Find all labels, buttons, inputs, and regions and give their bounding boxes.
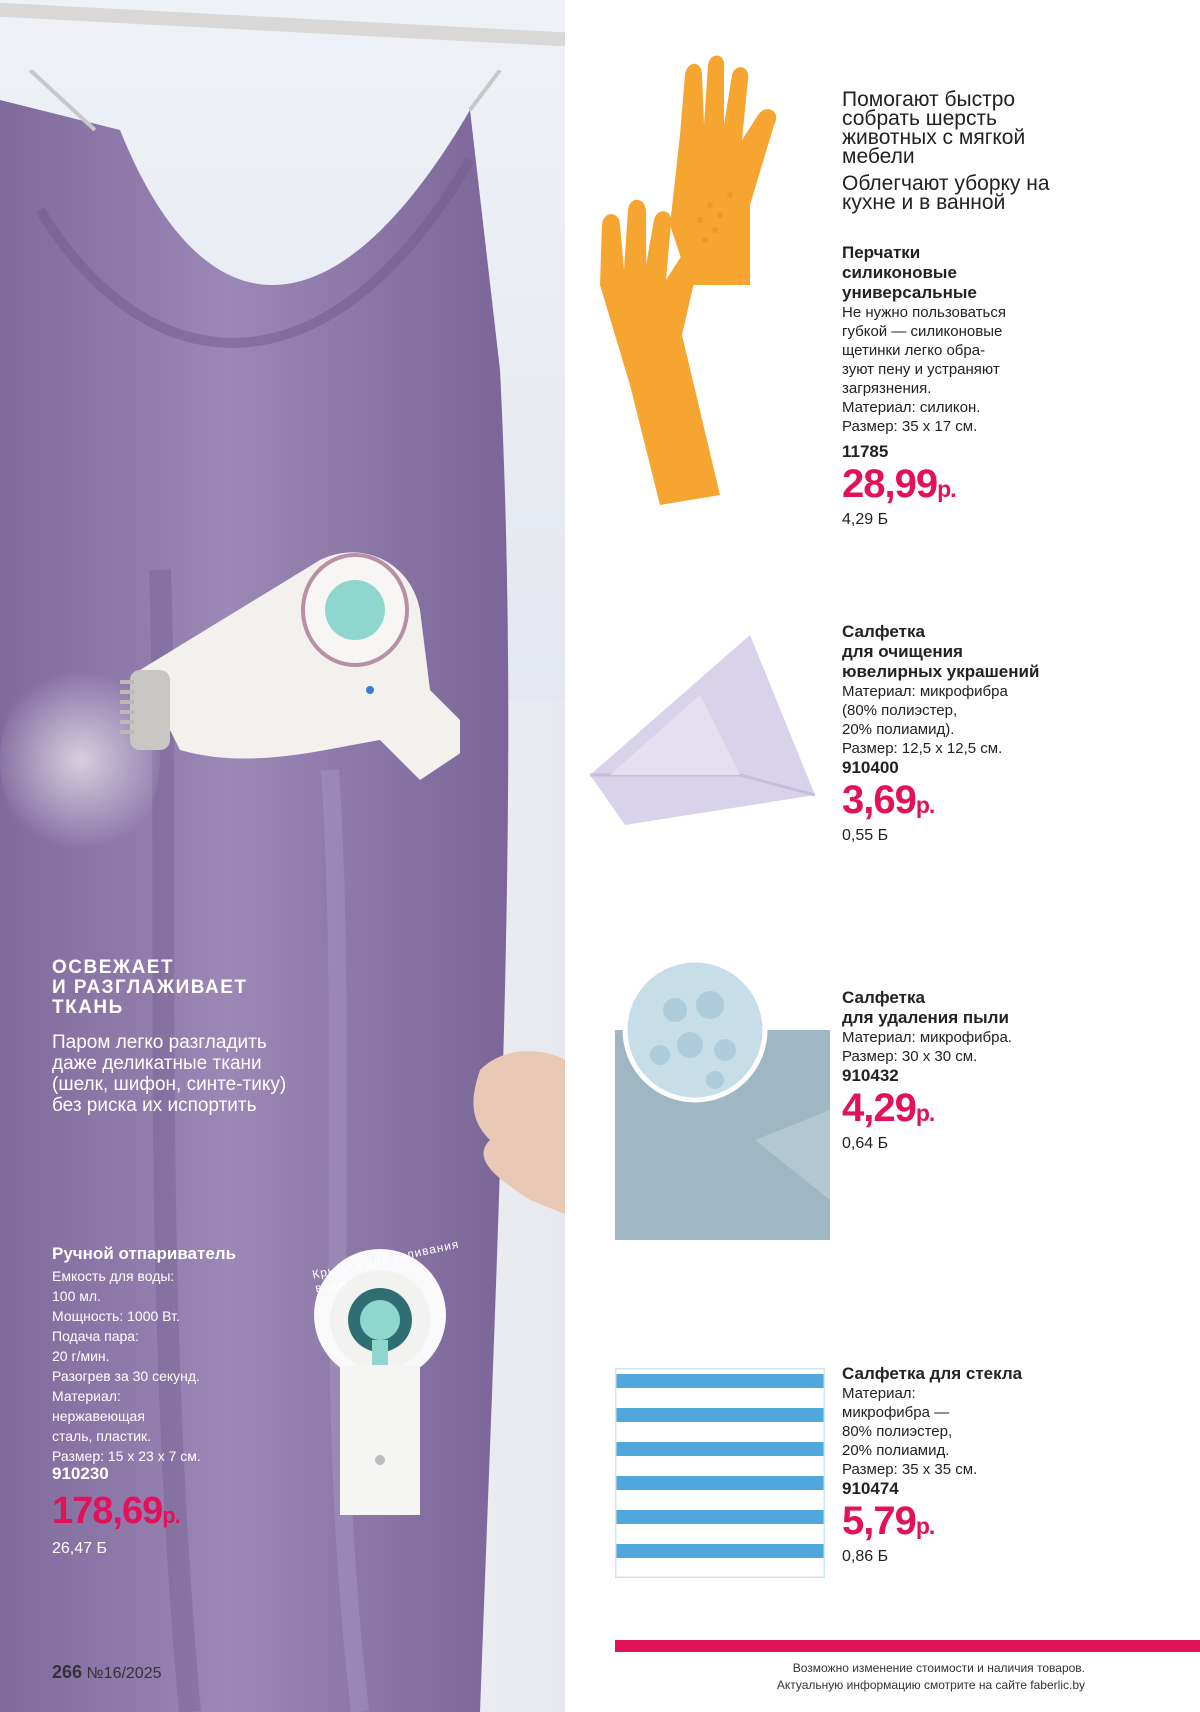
jewelry-cloth-info [842,622,1182,845]
desc-line: Мощность: 1000 Вт. [52,1308,180,1324]
dust-cloth-points: 0,64 Б [842,1135,889,1152]
headline-line: И РАЗГЛАЖИВАЕТ [52,977,248,998]
gloves-info [842,243,1182,529]
desc-line: Материал: [52,1388,121,1404]
jewelry-cloth-image [590,635,820,835]
steamer-headline [52,958,312,1018]
price-currency: р. [915,1513,935,1539]
price-value: 178,69 [52,1490,163,1532]
desc-line: зуют пену и устраняют [842,361,1000,378]
steamer-points: 26,47 Б [52,1540,107,1557]
desc-line: загрязнения. [842,380,932,397]
title-line: Салфетка [842,988,925,1007]
desc-line: микрофибра — [842,1404,950,1421]
dust-cloth-title [842,988,1182,1028]
gloves-article: 11785 [842,442,889,461]
desc-line: Размер: 12,5 x 12,5 см. [842,740,1003,757]
tagline-text: Помогают быстро собрать шерсть животных с мягкой мебели [842,88,1026,168]
issue-number: №16/2025 [86,1665,162,1682]
glass-cloth-info [842,1364,1182,1566]
jewelry-cloth-description [842,682,1182,758]
notice-line: Возможно изменение стоимости и наличия товаров. [792,1661,1085,1675]
title-line: для удаления пыли [842,1008,1009,1027]
desc-line: Материал: [842,1385,916,1402]
desc-line: Размер: 35 x 35 см. [842,1461,978,1478]
inset-caption: Крышка для заливания воды [310,1236,461,1296]
title-line: универсальные [842,283,977,302]
page-number [52,1662,162,1683]
glass-cloth-description [842,1384,1182,1479]
steamer-article: 910230 [52,1464,109,1483]
price-value: 3,69 [842,778,916,822]
desc-line: Не нужно пользоваться [842,304,1006,321]
dust-cloth-image [615,960,840,1240]
gloves-price [842,462,1182,511]
jewelry-cloth-price [842,778,1182,827]
glass-cloth-image [615,1368,825,1578]
desc-line: 80% полиэстер, [842,1423,953,1440]
dust-cloth-article: 910432 [842,1066,899,1085]
steamer-photo [0,0,565,1712]
glass-cloth-title [842,1364,1182,1384]
glass-cloth-points: 0,86 Б [842,1548,889,1565]
gloves-description [842,303,1182,436]
desc-line: губкой — силиконовые [842,323,1003,340]
headline-line: ОСВЕЖАЕТ [52,957,175,978]
dust-cloth-info [842,988,1182,1153]
steamer-description [52,1266,277,1466]
desc-line: щетинки легко обра- [842,342,986,359]
desc-line: Размер: 30 x 30 см. [842,1048,978,1065]
desc-line: 20% полиамид). [842,721,955,738]
steamer-headline-body: Паром легко разгладить даже деликатные ткани (шелк, шифон, синте-тику) без риска их испортить [52,1032,287,1116]
desc-line: Размер: 15 x 23 x 7 см. [52,1448,201,1464]
title-line: для очищения [842,642,963,661]
jewelry-cloth-title [842,622,1182,682]
notice-line: Актуальную информацию смотрите на сайте faberlic.by [776,1678,1085,1692]
desc-line: Емкость для воды: [52,1268,175,1284]
jewelry-cloth-points: 0,55 Б [842,827,889,844]
price-currency: р. [937,476,956,502]
steamer-price [52,1490,180,1533]
hand-image [470,1040,565,1220]
desc-line: Материал: микрофибра. [842,1029,1012,1046]
desc-line: (80% полиэстер, [842,702,958,719]
title-line: ювелирных украшений [842,662,1040,681]
glass-cloth-price [842,1499,1182,1548]
price-value: 5,79 [842,1499,916,1543]
desc-line: Размер: 35 x 17 см. [842,418,978,435]
silicone-gloves-image [590,55,820,510]
price-currency: р. [162,1503,180,1528]
gloves-points: 4,29 Б [842,511,889,528]
desc-line: Подача пара: [52,1328,139,1344]
steamer-device-image [120,540,460,800]
dust-cloth-description [842,1028,1182,1066]
desc-line: Материал: микрофибра [842,683,1008,700]
desc-line: Разогрев за 30 секунд. [52,1368,200,1384]
tagline-text: Облегчают уборку на кухне и в ванной [842,172,1050,214]
footer-accent-bar [615,1640,1200,1652]
desc-line: Материал: силикон. [842,399,981,416]
gloves-taglines [842,90,1182,212]
title-line: силиконовые [842,263,957,282]
steamer-title: Ручной отпариватель [52,1244,237,1263]
desc-line: 20 г/мин. [52,1348,110,1364]
page-number-value: 266 [52,1662,83,1682]
price-currency: р. [915,792,935,818]
glass-cloth-article: 910474 [842,1479,899,1498]
desc-line: нержавеющая [52,1408,145,1424]
jewelry-cloth-article: 910400 [842,758,899,777]
price-value: 4,29 [842,1086,916,1130]
dust-cloth-price [842,1086,1182,1135]
title-line: Салфетка [842,622,925,641]
headline-line: ТКАНЬ [52,997,124,1018]
gloves-title [842,243,1182,303]
price-currency: р. [915,1100,935,1126]
footer-notice [615,1660,1085,1694]
desc-line: 20% полиамид. [842,1442,950,1459]
title-line: Салфетка для стекла [842,1364,1023,1383]
price-value: 28,99 [842,462,938,506]
desc-line: 100 мл. [52,1288,101,1304]
desc-line: сталь, пластик. [52,1428,152,1444]
title-line: Перчатки [842,243,921,262]
